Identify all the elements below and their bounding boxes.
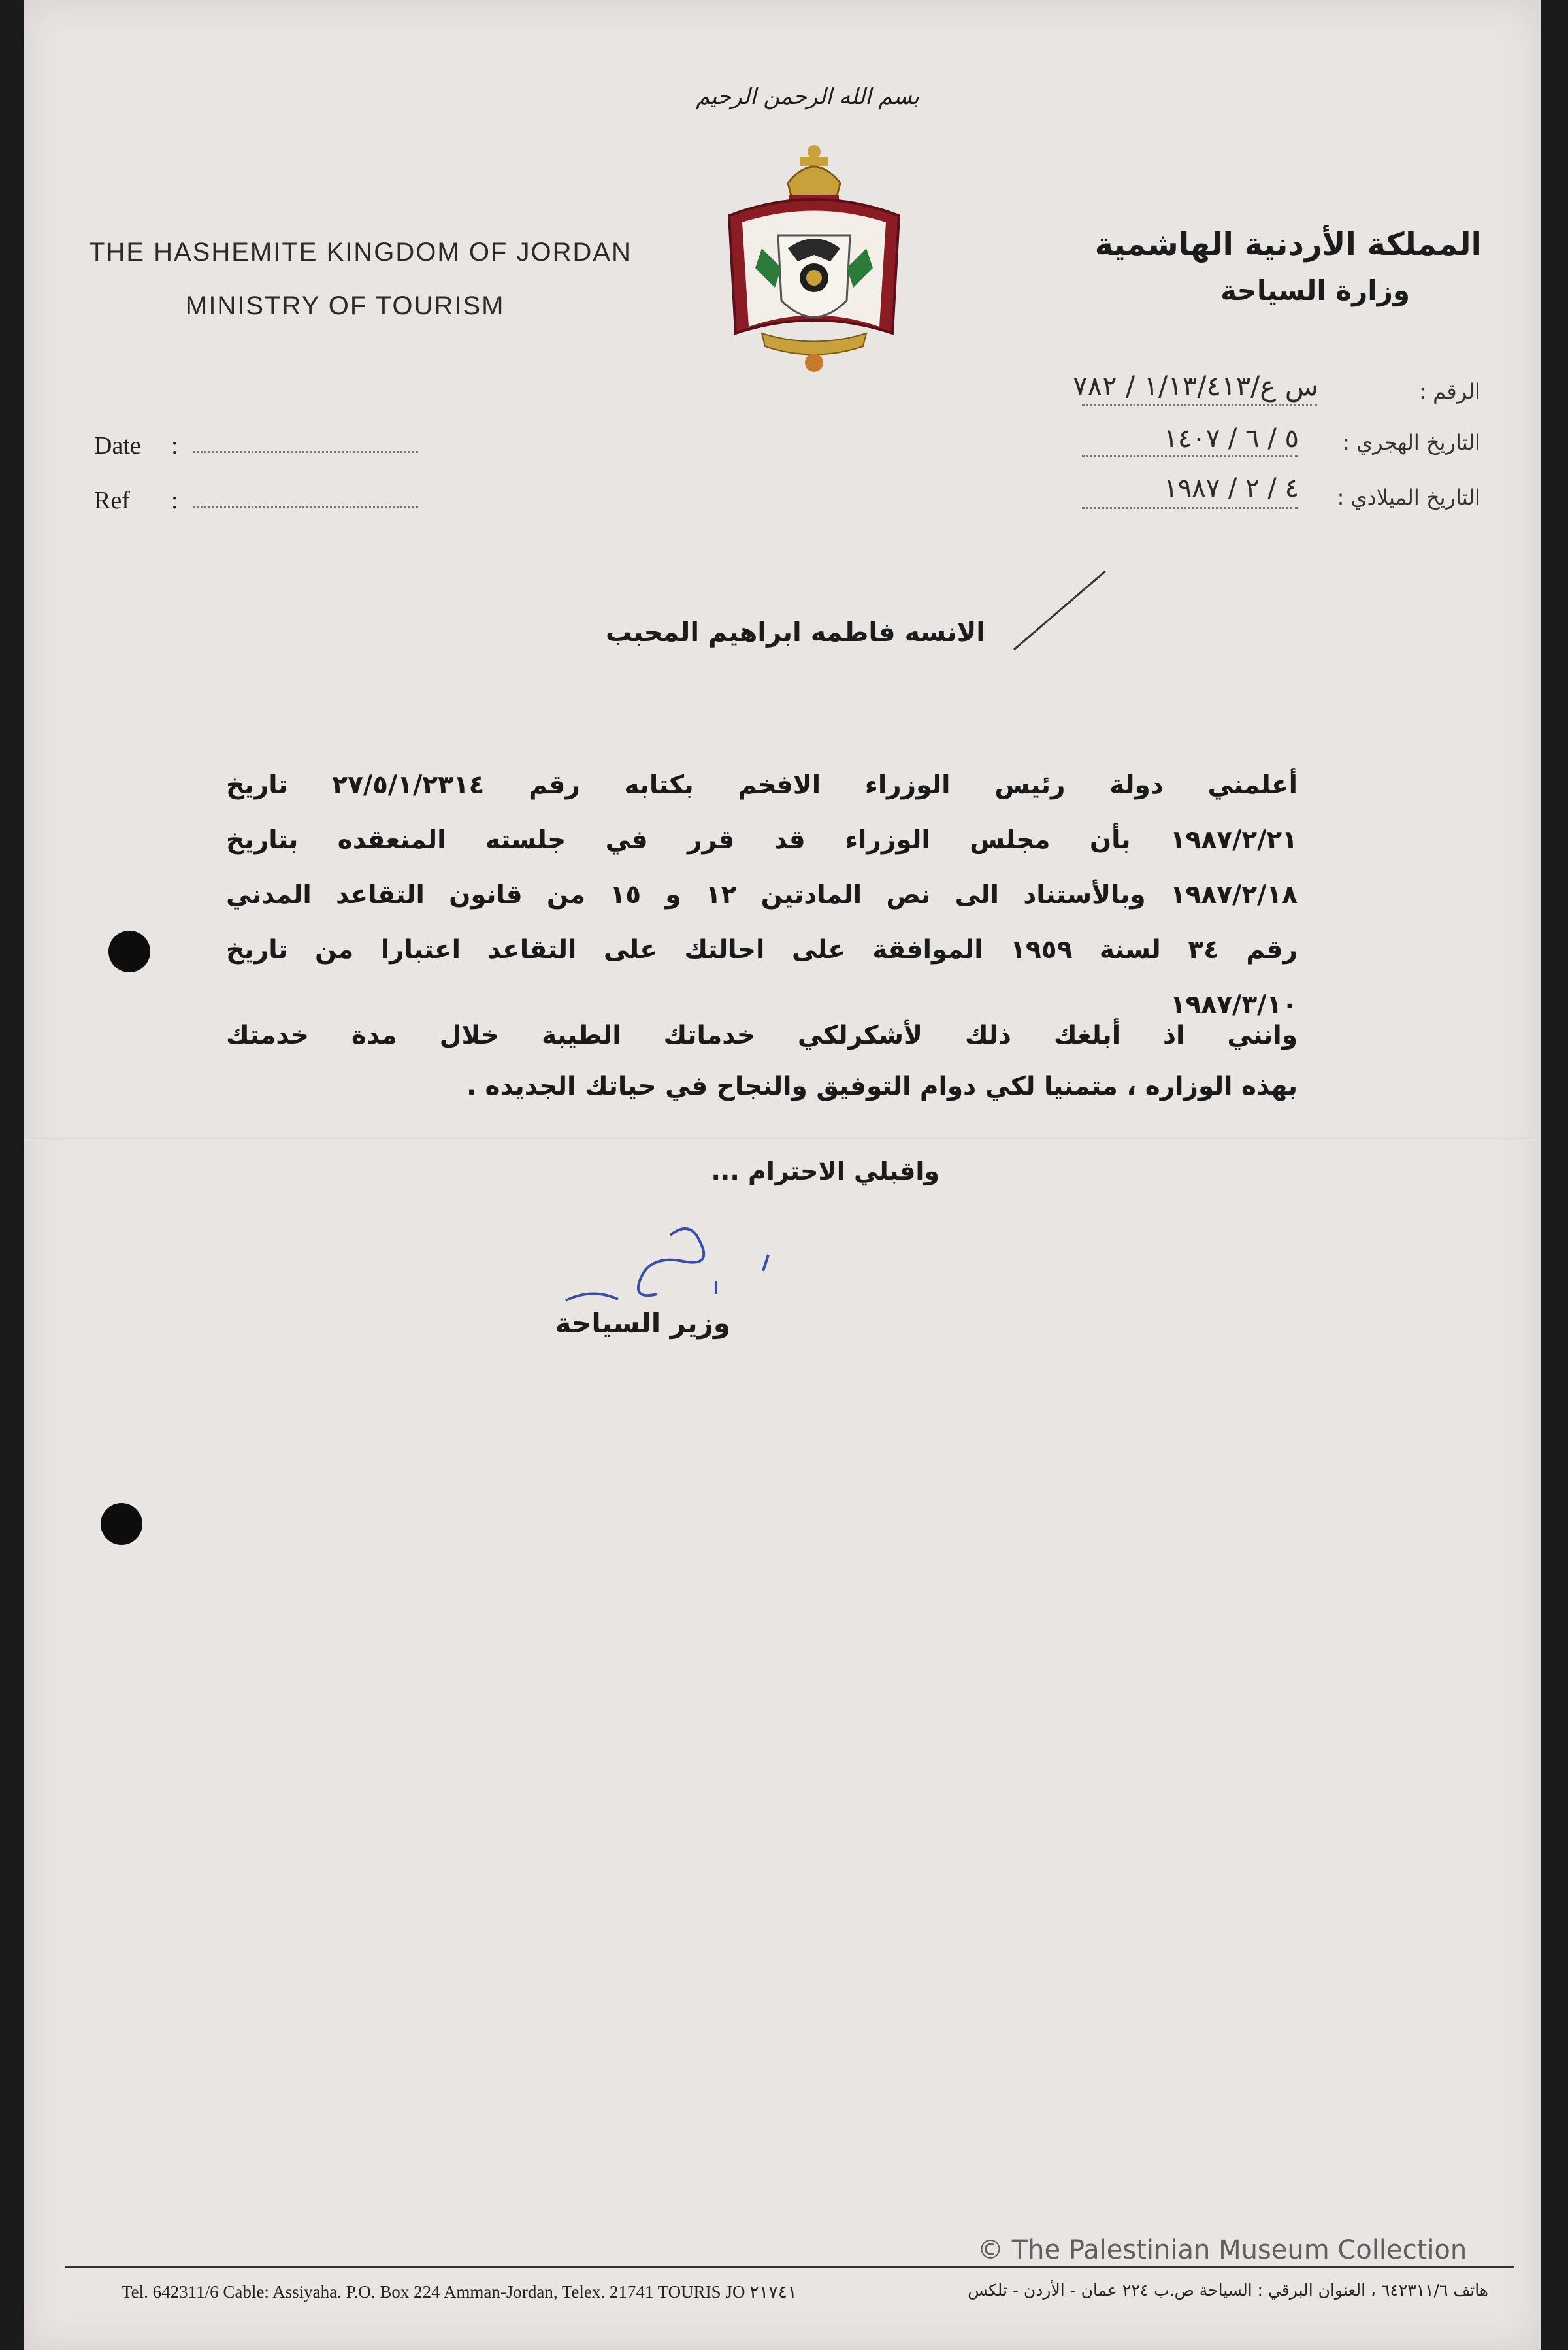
gregorian-date-label: التاريخ الميلادي : bbox=[1337, 485, 1480, 510]
pen-slash-mark bbox=[1010, 569, 1108, 654]
addressee: الانسه فاطمه ابراهيم المحبب bbox=[605, 618, 985, 648]
footer-contact-en: Tel. 642311/6 Cable: Assiyaha. P.O. Box 224 Amman-Jordan, Telex. 21741 TOURIS JO ٢١٧٤١ bbox=[122, 2282, 797, 2302]
letter-page bbox=[24, 0, 1541, 2350]
body-paragraph-1 bbox=[226, 758, 1298, 1033]
closing-salutation: واقبلي الاحترام ... bbox=[711, 1157, 939, 1185]
body-line: أعلمني دولة رئيس الوزراء الافخم بكتابه رقم ٢٧/٥/١/٢٣١٤ تاريخ bbox=[226, 770, 1298, 800]
hijri-date-label: التاريخ الهجري : bbox=[1343, 430, 1480, 455]
hijri-date-value: ٥ / ٦ / ١٤٠٧ bbox=[1164, 423, 1299, 454]
punch-hole-lower bbox=[101, 1503, 142, 1545]
date-label: Date bbox=[94, 432, 141, 459]
hijri-field-line bbox=[1082, 455, 1298, 457]
body-line: ١٩٨٧/٢/١٨ وبالأستناد الى نص المادتين ١٢ و ١٥ من قانون التقاعد المدني bbox=[226, 880, 1298, 910]
jordan-coat-of-arms-emblem bbox=[716, 137, 912, 386]
number-value: س ع/١/١٣/٤١٣ / ٧٨٢ bbox=[1072, 370, 1318, 402]
date-field-line bbox=[193, 451, 418, 453]
ref-colon: : bbox=[171, 487, 178, 514]
gregorian-date-value: ٤ / ٢ / ١٩٨٧ bbox=[1164, 473, 1299, 503]
ref-field-line bbox=[193, 506, 418, 508]
handwritten-signature bbox=[520, 1216, 794, 1314]
kingdom-name-en: THE HASHEMITE KINGDOM OF JORDAN bbox=[89, 238, 632, 267]
basmala: بسم الله الرحمن الرحيم bbox=[696, 84, 919, 110]
body-line: بهذه الوزاره ، متمنيا لكي دوام التوفيق والنجاح في حياتك الجديده . bbox=[466, 1072, 1298, 1101]
footer-rule bbox=[65, 2266, 1514, 2268]
kingdom-name-ar: المملكة الأردنية الهاشمية bbox=[1094, 226, 1482, 263]
ref-label: Ref bbox=[94, 487, 130, 514]
ministry-name-en: MINISTRY OF TOURISM bbox=[186, 291, 505, 320]
body-line: وانني اذ أبلغك ذلك لأشكرلكي خدماتك الطيبة خلال مدة خدمتك bbox=[226, 1021, 1298, 1050]
number-field-line bbox=[1082, 404, 1317, 406]
body-line: رقم ٣٤ لسنة ١٩٥٩ الموافقة على احالتك على التقاعد اعتبارا من تاريخ bbox=[226, 935, 1298, 965]
paper-fold-line bbox=[24, 1138, 1541, 1140]
signature-title: وزير السياحة bbox=[555, 1307, 730, 1339]
body-line: ١٩٨٧/٣/١٠ bbox=[1169, 990, 1298, 1019]
body-line: ١٩٨٧/٢/٢١ بأن مجلس الوزراء قد قرر في جلسته المنعقده بتاريخ bbox=[226, 825, 1298, 855]
date-colon: : bbox=[171, 432, 178, 459]
body-paragraph-2 bbox=[226, 1010, 1298, 1112]
number-label: الرقم : bbox=[1419, 379, 1480, 404]
ministry-name-ar: وزارة السياحة bbox=[1220, 274, 1410, 306]
gregorian-field-line bbox=[1082, 507, 1298, 509]
punch-hole-upper bbox=[108, 931, 150, 972]
collection-watermark: © The Palestinian Museum Collection bbox=[977, 2235, 1467, 2265]
footer-contact-ar: هاتف ٦٤٢٣١١/٦ ، العنوان البرقي : السياحة ص.ب ٢٢٤ عمان - الأردن - تلكس bbox=[968, 2281, 1488, 2300]
